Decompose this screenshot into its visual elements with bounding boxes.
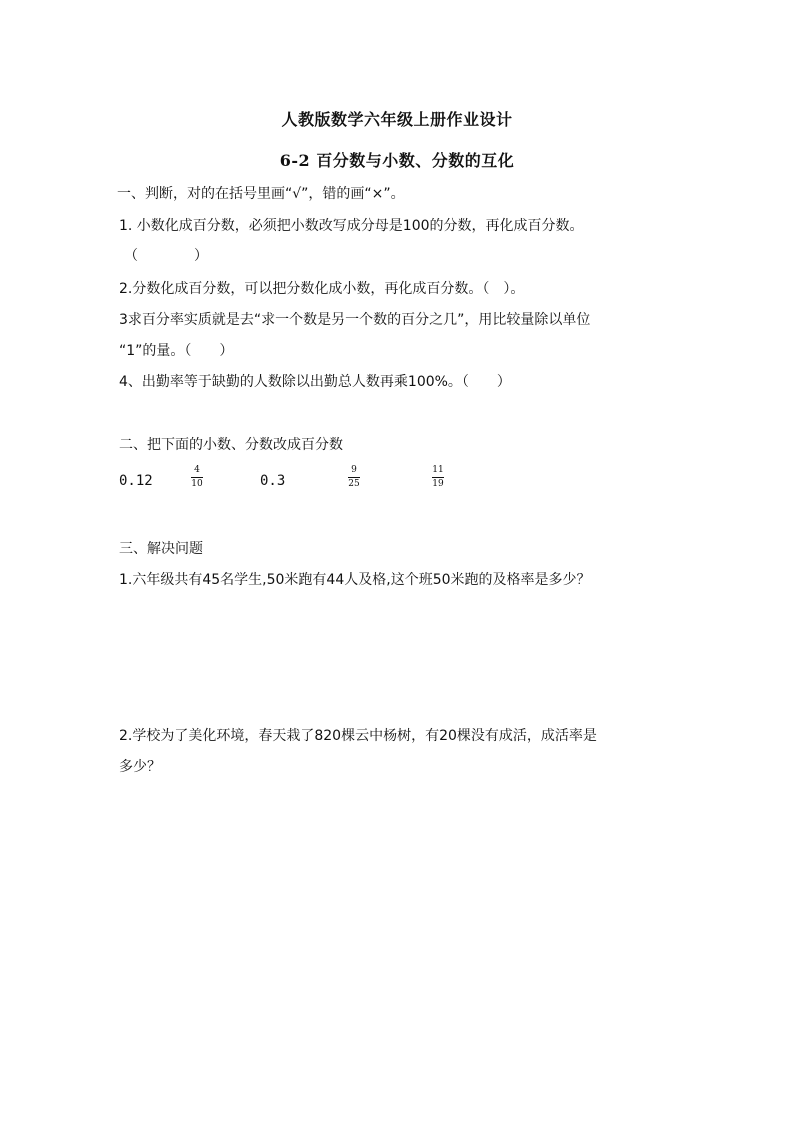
question-4: 4、出勤率等于缺勤的人数除以出勤总人数再乘100%。（ ）: [119, 374, 511, 390]
fraction-bar: [432, 477, 444, 478]
numerator: 11: [432, 465, 444, 475]
question-3-line-1: 3求百分率实质就是去“求一个数是另一个数的百分之几”，用比较量除以单位: [119, 312, 591, 328]
fraction-bar: [191, 477, 203, 478]
fraction-item: [348, 465, 360, 490]
denominator: 19: [432, 479, 444, 489]
denominator: 10: [191, 479, 203, 489]
conversion-items: [0, 465, 794, 499]
section2-heading: 二、把下面的小数、分数改成百分数: [119, 437, 343, 453]
problem-1: 1.六年级共有45名学生,50米跑有44人及格,这个班50米跑的及格率是多少？: [119, 572, 591, 588]
fraction-item: [191, 465, 203, 490]
numerator: 9: [351, 465, 357, 475]
section3-heading: 三、解决问题: [119, 541, 203, 557]
numerator: 4: [194, 465, 200, 475]
page-subtitle: 6-2 百分数与小数、分数的互化: [279, 151, 515, 170]
question-1-blank: （ ）: [124, 248, 208, 264]
decimal-item: 0.3: [260, 473, 286, 489]
page-title: 人教版数学六年级上册作业设计: [281, 110, 513, 129]
fraction-item: [432, 465, 444, 490]
decimal-item: 0.12: [119, 473, 153, 489]
problem-2-line-2: 多少？: [119, 759, 161, 775]
section1-heading: 一、判断，对的在括号里画“√”，错的画“×”。: [117, 186, 405, 202]
fraction-bar: [348, 477, 360, 478]
denominator: 25: [348, 479, 360, 489]
question-1: 1. 小数化成百分数，必须把小数改写成分母是100的分数，再化成百分数。: [119, 218, 584, 234]
question-3-line-2: “1”的量。（ ）: [119, 343, 234, 359]
question-2: 2.分数化成百分数，可以把分数化成小数，再化成百分数。（ ）。: [119, 281, 525, 297]
problem-2-line-1: 2.学校为了美化环境，春天栽了820棵云中杨树，有20棵没有成活，成活率是: [119, 728, 597, 744]
